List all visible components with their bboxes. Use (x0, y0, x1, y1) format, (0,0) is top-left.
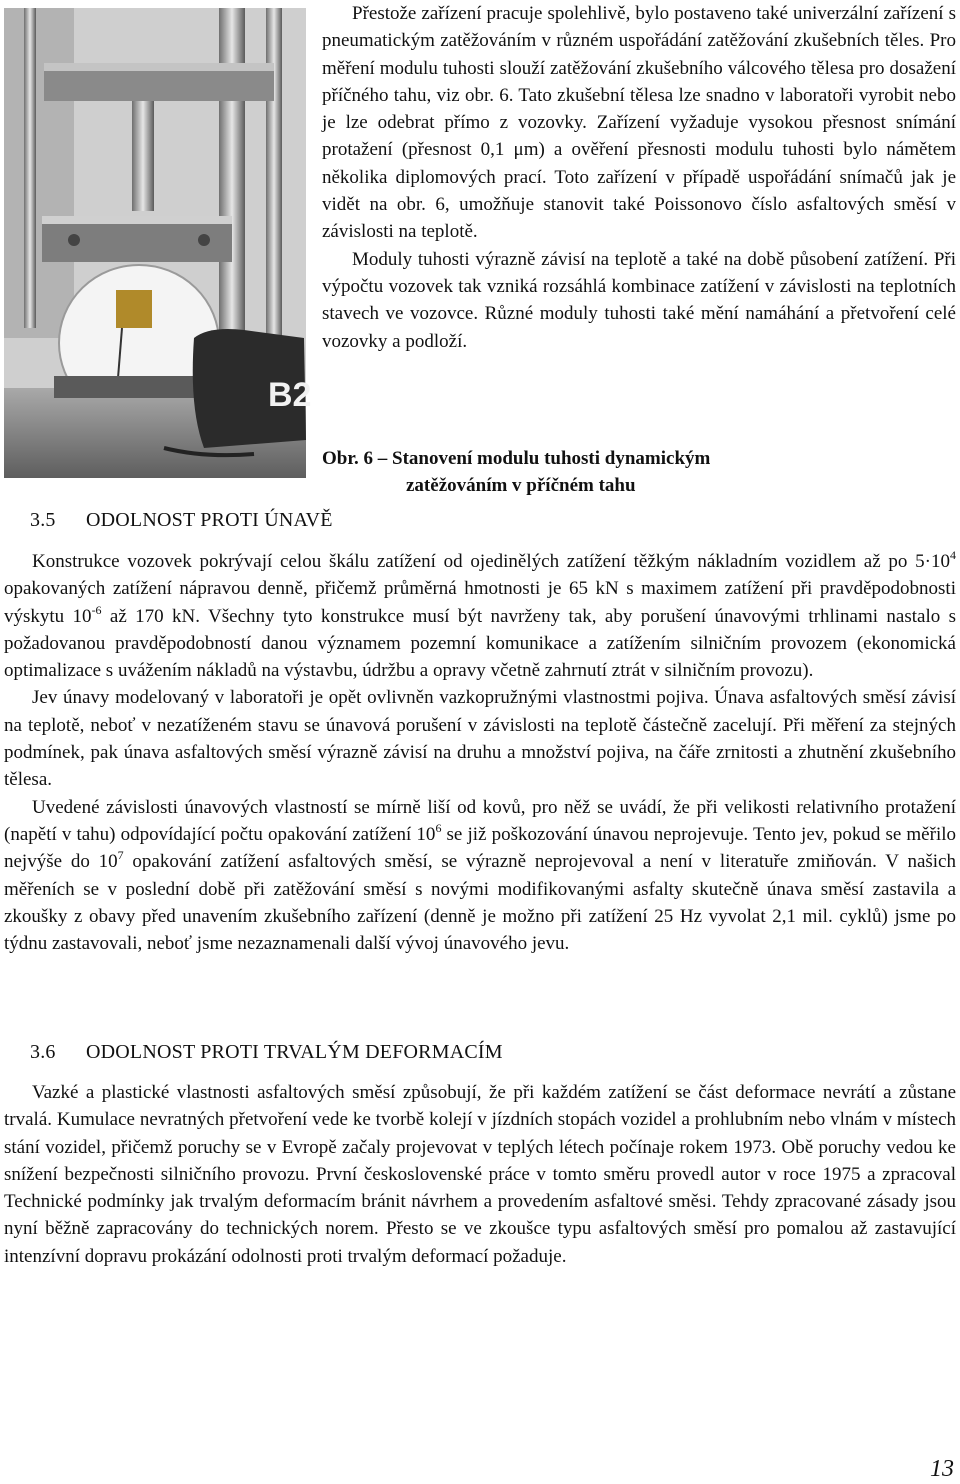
paragraph: Uvedené závislosti únavových vlastností se mírně liší od kovů, pro něž se uvádí, že při velikosti relativního protažení (napětí v tahu) odpovídající počtu opakování zatížení $10^6$ se již poškozování únavou neprojevuje. Tento jev, pokud se měřilo nejvýše do $10^7$ opakování zatížení asfaltových směsí, se výrazně neprojevoval a není v literatuře zmiňován. V našich měřeních se v poslední době při zatěžování směsí s novými modifikovanými asfalty skutečně únava směsí zastavila a zkoušky z obavy před unavením zkušebního zařízení (denně je možno při zatížení 25 Hz vyvolat 2,1 mil. cyklů) jsme po týdnu zastavovali, neboť jsme nezaznamenali další vývoj únavového jevu. (4, 796, 957, 955)
section-title: ODOLNOST PROTI TRVALÝM DEFORMACÍM (86, 1041, 503, 1063)
paragraph: Vazké a plastické vlastnosti asfaltových směsí způsobují, že při každém zatížení se část deformace nevrátí a zůstane trvalá. Kumulace nevratných přetvoření vede ke tvorbě kolejí v jízdních stopách vozidel a prohlubním nebo vlnám v místech stání vozidel, přičemž poruchy se v Evropě začaly projevovat v teplých létech počínaje rokem 1973. Obě poruchy vedou ke snížení bezpečnosti silničního provozu. První československé práce v tomto směru provedl autor v roce 1975 a zpracoval Technické podmínky jak trvalým deformacím bránit návrhem a provedením asfaltové směsi. Tehdy zpracované zásady jsou nyní běžně zapracovány do technických norem. Přesto se ve zkoušce typu asfaltových směsí pro pomalou až zastavující intenzívní dopravu prokázání odolnosti proti trvalým deformací požaduje. (4, 1082, 956, 1267)
section-number: 3.5 (30, 509, 56, 531)
section-heading-3-6 (30, 1041, 503, 1064)
section-heading-3-5 (30, 509, 333, 532)
section-number: 3.6 (30, 1041, 56, 1063)
page-number: 13 (930, 1456, 954, 1482)
figure-caption (322, 445, 922, 499)
specimen-label: B2 (268, 376, 312, 414)
test-apparatus-photo (4, 8, 312, 478)
section-title: ODOLNOST PROTI ÚNAVĚ (86, 509, 333, 531)
right-column-text (322, 0, 956, 355)
right-paragraph-2: Moduly tuhosti výrazně závisí na teplotě a také na době působení zatížení. Při výpočtu vozovek tak vzniká rozsáhlá kombinace zatížení v závislosti na teplotních stavech ve vozovce. Různé moduly tuhosti také mění namáhání a přetvoření celé vozovky a podloží. (322, 248, 956, 352)
section-3-5-body (4, 548, 956, 957)
right-paragraph-1: Přestože zařízení pracuje spolehlivě, bylo postaveno také univerzální zařízení s pneumatickým zatěžováním v různém uspořádání zatěžování zkušebních těles. Pro měření modulu tuhosti slouží zatěžování zkušebního válcového tělesa pro dosažení příčného tahu, viz obr. 6. Tato zkušební tělesa lze snadno v laboratoři vyrobit nebo je lze odebrat přímo z vozovky. Zařízení vyžaduje vysokou přesnost snímání protažení (přesnost 0,1 μm) a ověření přesnosti modulu tuhosti bylo námětem několika diplomových prací. Toto zařízení v případě uspořádání snímačů jak je vidět na obr. 6, umožňuje stanovit také Poissonovo číslo asfaltových směsí v závislosti na teplotě. (322, 3, 956, 243)
caption-line-1: Obr. 6 – Stanovení modulu tuhosti dynamickým (322, 448, 711, 469)
paragraph: Konstrukce vozovek pokrývají celou škálu zatížení od ojedinělých zatížení těžkým nákladním vozidlem až po $5\cdot 10^4$ opakovaných zatížení nápravou denně, přičemž průměrná hmotnosti je 65 kN s maximem zatížení při pravděpodobnosti výskytu $10^{-6}$ až 170 kN. Všechny tyto konstrukce musí být navrženy tak, aby porušení únavovými trhlinami nastalo s požadovanou pravděpodobností danou významem pozemní komunikace a zatížením silničním provozem (ekonomická optimalizace s uvážením nákladů na výstavbu, údržbu a opravy včetně zahrnutí ztrát v silničním provozu). (4, 548, 956, 682)
caption-line-2: zatěžováním v příčném tahu (406, 475, 636, 496)
paragraph: Jev únavy modelovaný v laboratoři je opět ovlivněn vazkopružnými vlastnostmi pojiva. Únava asfaltových směsí závisí na teplotě, neboť v nezatíženém stavu se únavová porušení v závislosti na teplotě částečně zacelují. Při měření za stejných podmínek, pak únava asfaltových směsí výrazně závisí na druhu a množství pojiva, na čáře zrnitosti a zhutnění zkušebního tělesa. (4, 687, 956, 791)
photo-illustration (4, 8, 312, 478)
section-3-6-body (4, 1079, 956, 1270)
